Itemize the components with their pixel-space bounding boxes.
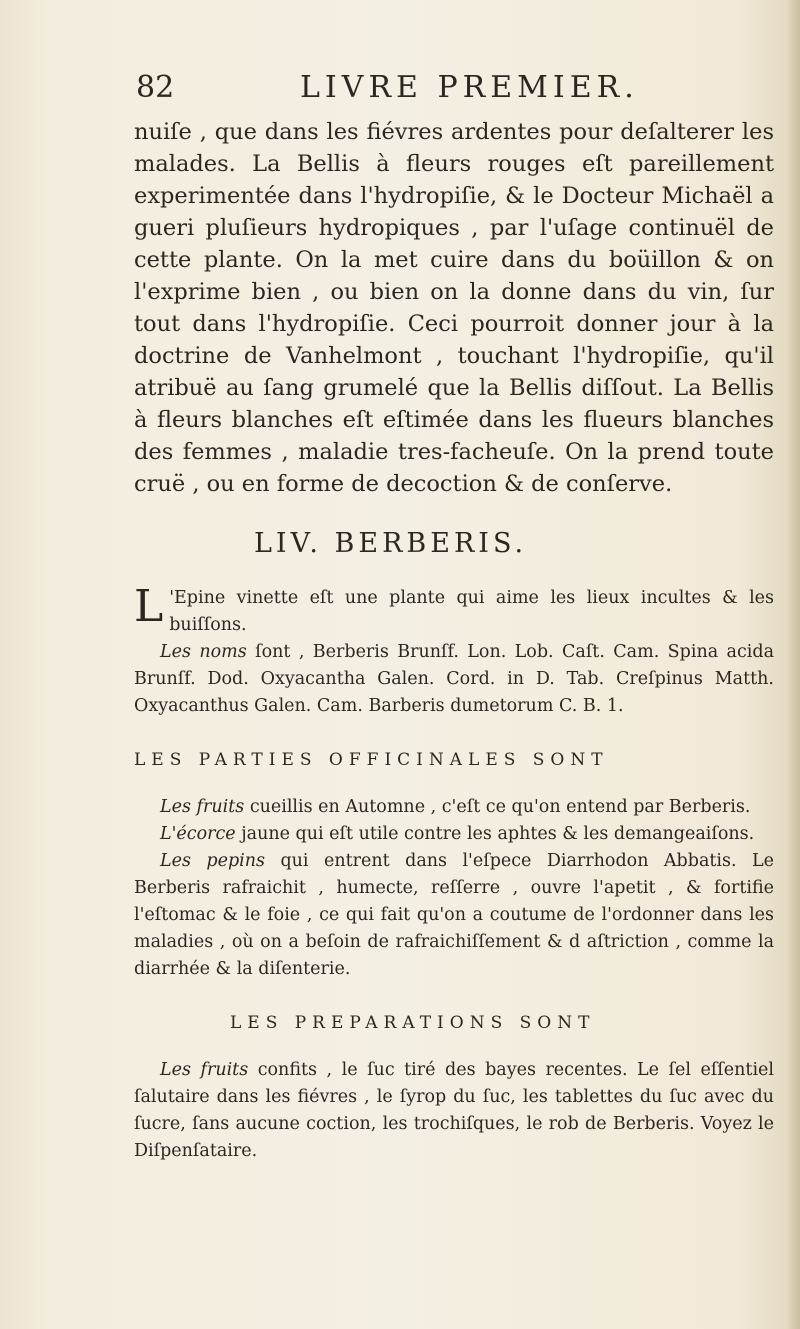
officinal-item: [134, 848, 774, 983]
page-edge-shadow: [786, 0, 800, 1329]
page-header: [134, 70, 784, 116]
intro-paragraph: [134, 581, 774, 639]
preparations-paragraph: [134, 1057, 774, 1165]
item-text: qui entrent dans l'eſpece Diarrhodon Abbatis. Le Berberis rafraichit , humecte, reſſerre , ouvre l'apetit , & fortifie l'eſtomac & le foie , ce qui fait qu'on a coutume de l'ordonner dans les maladies , où on a beſoin de rafraichiſſement & d aſtriction , comme la diarrhée & la diſenterie.: [134, 851, 774, 979]
prep-lead: Les fruits: [160, 1060, 249, 1080]
drop-cap: L: [134, 581, 164, 632]
intro-text: 'Epine vinette eſt une plante qui aime les lieux incultes & les buiſſons.: [169, 588, 774, 635]
officinal-item: [134, 821, 774, 848]
running-title: LIVRE PREMIER.: [300, 70, 639, 105]
officinal-item: [134, 794, 774, 821]
paragraph-bellis: nuiſe , que dans les fiévres ardentes pour deſalterer les malades. La Bellis à fleurs rouges eſt pareillement experimentée dans l'hydropiſie, & le Docteur Michaël a gueri pluſieurs hydropiques , par l'uſage continuël de cette plante. On la met cuire dans du boüillon & on l'exprime bien , ou bien on la donne dans du vin, ſur tout dans l'hydropiſie. Ceci pourroit donner jour à la doctrine de Vanhelmont , touchant l'hydropiſie, qu'il atribuë au ſang grumelé que la Bellis diſſout. La Bellis à fleurs blanches eſt eſtimée dans les flueurs blanches des femmes , maladie tres-facheuſe. On la prend toute cruë , ou en forme de decoction & de conſerve.: [134, 119, 774, 497]
item-text: cueillis en Automne , c'eſt ce qu'on entend par Berberis.: [244, 797, 751, 817]
page-content: [134, 70, 784, 1165]
item-lead: L'écorce: [160, 824, 236, 844]
subhead-officinales: LES PARTIES OFFICINALES SONT: [134, 750, 609, 770]
names-paragraph: [134, 639, 774, 720]
page-number: 82: [136, 70, 175, 105]
section-title: LIV. BERBERIS.: [254, 528, 528, 559]
item-lead: Les pepins: [160, 851, 266, 871]
prep-text: confits , le ſuc tiré des bayes recentes. Le ſel eſſentiel ſalutaire dans les fiévres , le ſyrop du ſuc, les tablettes du ſuc avec du ſucre, ſans aucune coction, les trochiſques, le rob de Berberis. Voyez le Diſpenſataire.: [134, 1060, 774, 1161]
names-lead: Les noms: [160, 642, 247, 662]
names-text: ſont , Berberis Brunſf. Lon. Lob. Caſt. Cam. Spina acida Brunſf. Dod. Oxyacantha Galen. Cord. in D. Tab. Creſpinus Matth. Oxyacanthus Galen. Cam. Barberis dumetorum C. B. 1.: [134, 642, 774, 716]
subhead-preparations: LES PREPARATIONS SONT: [230, 1013, 596, 1033]
item-lead: Les fruits: [160, 797, 245, 817]
item-text: jaune qui eſt utile contre les aphtes & les demangeaiſons.: [235, 824, 755, 844]
